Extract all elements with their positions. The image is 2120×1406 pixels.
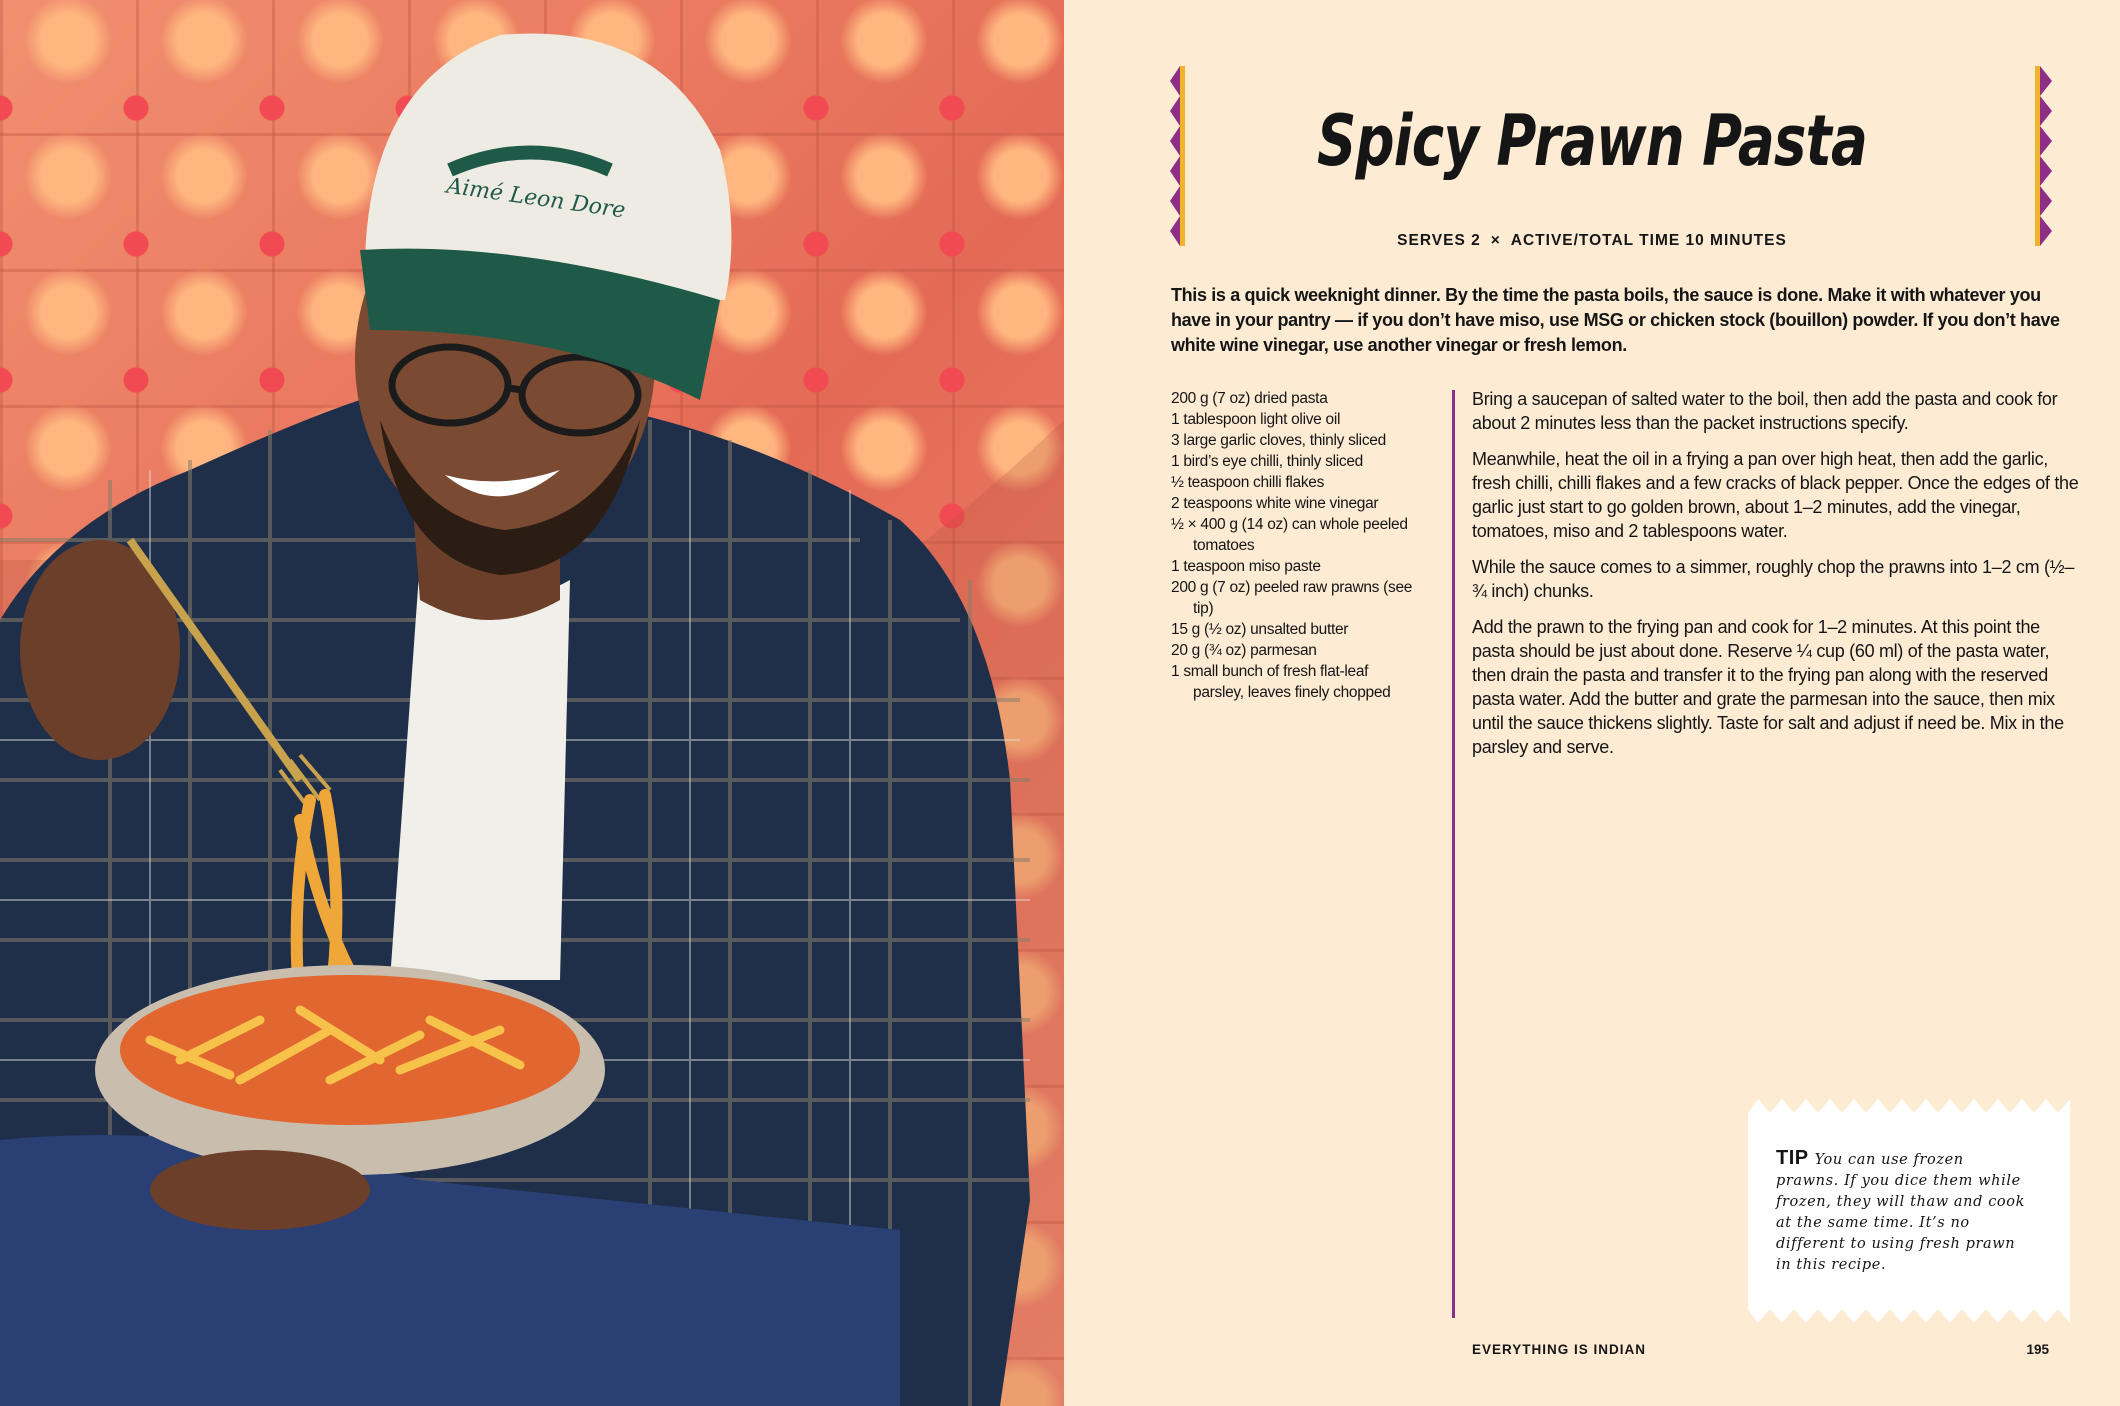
tip-label: TIP: [1776, 1147, 1809, 1169]
ingredient-item: 2 teaspoons white wine vinegar: [1171, 495, 1379, 512]
page-number: 195: [2026, 1342, 2049, 1357]
method-step: Bring a saucepan of salted water to the boil, then add the pasta and cook for about 2 minutes less than the packet instructions specify.: [1472, 389, 2058, 433]
method-step: Meanwhile, heat the oil in a frying a pan over high heat, then add the garlic, fresh chilli, chilli flakes and a few cracks of black pepper. Once the edges of the garlic just start to go golden brown, about 1–2 minutes, add the vinegar, tomatoes, miso and 2 tablespoons water.: [1472, 449, 2079, 541]
tip-body: You can use frozen prawns. If you dice them while frozen, they will thaw and cook at the same time. It’s no different to using fresh prawn in this recipe.: [1776, 1152, 2025, 1273]
right-zigzag-decoration: [2028, 66, 2058, 246]
ingredient-item: ½ teaspoon chilli flakes: [1171, 474, 1325, 491]
ingredient-item: 15 g (½ oz) unsalted butter: [1171, 621, 1349, 638]
book-title-footer: EVERYTHING IS INDIAN: [1472, 1342, 1647, 1357]
meta-separator: ×: [1490, 232, 1501, 249]
ingredient-item: 20 g (¾ oz) parmesan: [1171, 642, 1317, 659]
ingredient-item: 1 bird’s eye chilli, thinly sliced: [1171, 453, 1363, 470]
ingredient-item: 1 tablespoon light olive oil: [1171, 411, 1341, 428]
time-label: ACTIVE/TOTAL TIME 10 MINUTES: [1510, 232, 1787, 249]
ingredient-item: ½ × 400 g (14 oz) can whole peeled tomatoes: [1171, 516, 1408, 554]
tip-text: [1776, 1148, 2026, 1276]
recipe-meta: [1064, 232, 2120, 250]
ingredient-item: 1 small bunch of fresh flat-leaf parsley, leaves finely chopped: [1171, 663, 1391, 701]
cap-logo-text: Aimé Leon Dore: [444, 173, 627, 224]
recipe-title: Spicy Prawn Pasta: [1316, 100, 1868, 182]
tip-box: [1744, 1091, 2074, 1325]
ingredient-item: 3 large garlic cloves, thinly sliced: [1171, 432, 1386, 449]
ingredient-list: [1171, 388, 1421, 703]
recipe-page: [1064, 0, 2120, 1406]
recipe-intro: This is a quick weeknight dinner. By the time the pasta boils, the sauce is done. Make it with whatever you have in your pantry — if you don’t have miso, use MSG or chicken stock (bouillon) powder. If you don’t have white wine vinegar, use another vinegar or fresh lemon.: [1171, 285, 2060, 355]
ingredient-item: 200 g (7 oz) peeled raw prawns (see tip): [1171, 579, 1413, 617]
ingredient-item: 200 g (7 oz) dried pasta: [1171, 390, 1328, 407]
method-steps: [1472, 387, 2082, 771]
serves-label: SERVES 2: [1397, 232, 1481, 249]
method-step: Add the prawn to the frying pan and cook for 1–2 minutes. At this point the pasta should be just about done. Reserve ¼ cup (60 ml) of the pasta water, then drain the pasta and transfer it to the frying pan along with the reserved pasta water. Add the butter and grate the parmesan into the sauce, then mix until the sauce thickens slightly. Taste for salt and adjust if need be. Mix in the parsley and serve.: [1472, 617, 2064, 757]
method-step: While the sauce comes to a simmer, roughly chop the prawns into 1–2 cm (½–¾ inch) chunks.: [1472, 557, 2075, 601]
ingredient-item: 1 teaspoon miso paste: [1171, 558, 1321, 575]
white-tshirt: [390, 560, 570, 980]
column-divider: [1452, 390, 1455, 1318]
